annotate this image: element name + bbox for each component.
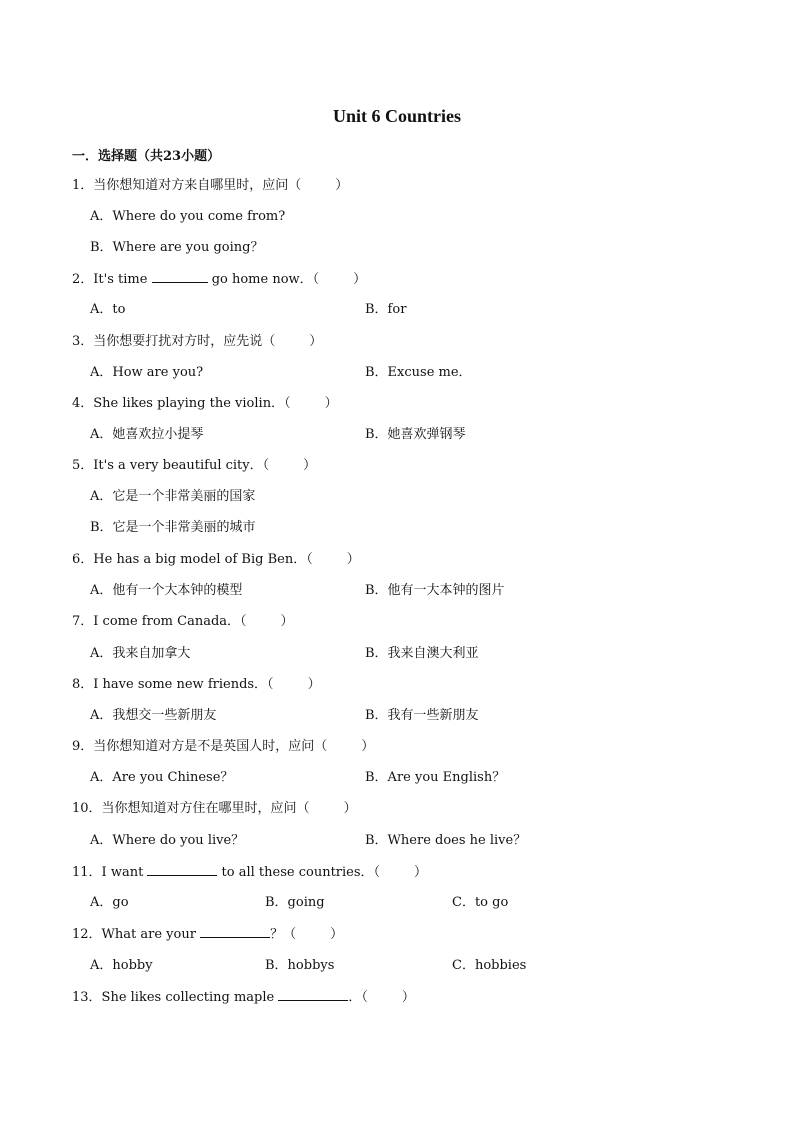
- answer-paren-close: ）: [401, 990, 415, 1005]
- option-a[interactable]: A．我想交一些新朋友: [90, 708, 217, 723]
- question-11: [0, 862, 794, 882]
- option-a[interactable]: A．他有一个大本钟的模型: [90, 583, 243, 598]
- answer-blank[interactable]: [152, 269, 208, 283]
- question-stem: She likes playing the violin．（: [93, 396, 291, 411]
- question-number: 11．: [72, 865, 102, 880]
- question-stem-a: It's time: [93, 272, 152, 287]
- option-a[interactable]: A．go: [90, 895, 129, 910]
- question-number: 1．: [72, 178, 94, 193]
- question-stem: I have some new friends．（: [93, 677, 274, 692]
- option-b[interactable]: B．Are you English？: [365, 770, 506, 785]
- option-a[interactable]: A．Are you Chinese？: [90, 770, 234, 785]
- option-label: A．它是一个非常美丽的国家: [90, 489, 256, 504]
- option-a[interactable]: A．How are you?: [90, 365, 204, 380]
- question-number: 3．: [72, 334, 94, 349]
- question-number: 6．: [72, 552, 94, 567]
- option-label: B．Where are you going？: [90, 240, 264, 255]
- question-6: [0, 550, 794, 570]
- question-2: [0, 269, 794, 289]
- question-12-options: [0, 956, 794, 976]
- question-9: [0, 737, 794, 757]
- question-8: [0, 675, 794, 695]
- question-stem-b: to all these countries．（: [217, 865, 381, 880]
- question-5-option-b[interactable]: [0, 518, 794, 538]
- question-number: 9．: [72, 739, 94, 754]
- answer-paren-close: ）: [361, 739, 375, 754]
- question-stem: It's a very beautiful city．（: [93, 458, 270, 473]
- question-11-options: [0, 893, 794, 913]
- option-a[interactable]: A．她喜欢拉小提琴: [90, 427, 204, 442]
- question-6-options: [0, 581, 794, 601]
- page-title: Unit 6 Countries: [332, 106, 461, 126]
- question-stem: 当你想知道对方是不是英国人时，应问（: [93, 739, 328, 754]
- question-3: [0, 332, 794, 352]
- option-b[interactable]: B．我来自澳大利亚: [365, 646, 479, 661]
- question-12: [0, 924, 794, 944]
- answer-paren-close: ）: [309, 334, 323, 349]
- question-4: [0, 394, 794, 414]
- question-1: [0, 176, 794, 196]
- option-b[interactable]: B．for: [365, 302, 407, 317]
- option-a[interactable]: A．to: [90, 302, 126, 317]
- question-13: [0, 987, 794, 1007]
- answer-paren-close: ）: [346, 552, 360, 567]
- question-stem-a: She likes collecting maple: [101, 990, 279, 1005]
- option-b[interactable]: B．她喜欢弹钢琴: [365, 427, 466, 442]
- answer-paren-close: ）: [324, 396, 338, 411]
- question-number: 8．: [72, 677, 94, 692]
- option-c[interactable]: C．hobbies: [452, 958, 527, 973]
- question-1-option-b[interactable]: [0, 238, 794, 258]
- question-5: [0, 456, 794, 476]
- question-stem: I come from Canada．（: [93, 614, 247, 629]
- question-10: [0, 799, 794, 819]
- section-heading: 一．选择题（共23小题）: [72, 149, 221, 164]
- option-b[interactable]: B．hobbys: [265, 958, 335, 973]
- question-number: 7．: [72, 614, 94, 629]
- answer-paren-close: ）: [414, 865, 428, 880]
- question-stem-b: go home now．（: [207, 272, 320, 287]
- question-10-options: [0, 831, 794, 851]
- question-9-options: [0, 768, 794, 788]
- question-stem: 当你想知道对方住在哪里时，应问（: [101, 801, 310, 816]
- option-a[interactable]: A．hobby: [90, 958, 153, 973]
- option-label: A．Where do you come from?: [90, 209, 286, 224]
- option-b[interactable]: B．Where does he live？: [365, 833, 527, 848]
- question-8-options: [0, 706, 794, 726]
- question-number: 10．: [72, 801, 102, 816]
- answer-paren-close: ）: [343, 801, 357, 816]
- option-label: B．它是一个非常美丽的城市: [90, 520, 256, 535]
- answer-paren-close: ）: [307, 677, 321, 692]
- question-4-options: [0, 425, 794, 445]
- question-number: 2．: [72, 272, 94, 287]
- question-stem: 当你想知道对方来自哪里时，应问（: [93, 178, 302, 193]
- question-2-options: [0, 300, 794, 320]
- question-7-options: [0, 644, 794, 664]
- question-7: [0, 612, 794, 632]
- answer-paren-close: ）: [353, 272, 367, 287]
- question-number: 13．: [72, 990, 102, 1005]
- answer-blank[interactable]: [147, 862, 217, 876]
- option-b[interactable]: B．我有一些新朋友: [365, 708, 479, 723]
- question-1-option-a[interactable]: [0, 207, 794, 227]
- option-b[interactable]: B．他有一大本钟的图片: [365, 583, 505, 598]
- answer-blank[interactable]: [278, 987, 348, 1001]
- question-stem: 当你想要打扰对方时，应先说（: [93, 334, 276, 349]
- option-a[interactable]: A．Where do you live？: [90, 833, 245, 848]
- option-b[interactable]: B．going: [265, 895, 325, 910]
- question-number: 12．: [72, 927, 102, 942]
- answer-paren-close: ）: [280, 614, 294, 629]
- option-c[interactable]: C．to go: [452, 895, 509, 910]
- question-5-option-a[interactable]: [0, 487, 794, 507]
- answer-paren-close: ）: [330, 927, 344, 942]
- option-a[interactable]: A．我来自加拿大: [90, 646, 191, 661]
- question-stem-a: What are your: [101, 927, 201, 942]
- answer-paren-close: ）: [303, 458, 317, 473]
- option-b[interactable]: B．Excuse me．: [365, 365, 472, 380]
- question-stem-b: ．（: [348, 990, 368, 1005]
- answer-paren-close: ）: [335, 178, 349, 193]
- answer-blank[interactable]: [200, 924, 270, 938]
- question-number: 5．: [72, 458, 94, 473]
- question-stem-b: ？（: [270, 927, 297, 942]
- question-number: 4．: [72, 396, 94, 411]
- question-stem: He has a big model of Big Ben．（: [93, 552, 313, 567]
- question-stem-a: I want: [101, 865, 148, 880]
- question-3-options: [0, 363, 794, 383]
